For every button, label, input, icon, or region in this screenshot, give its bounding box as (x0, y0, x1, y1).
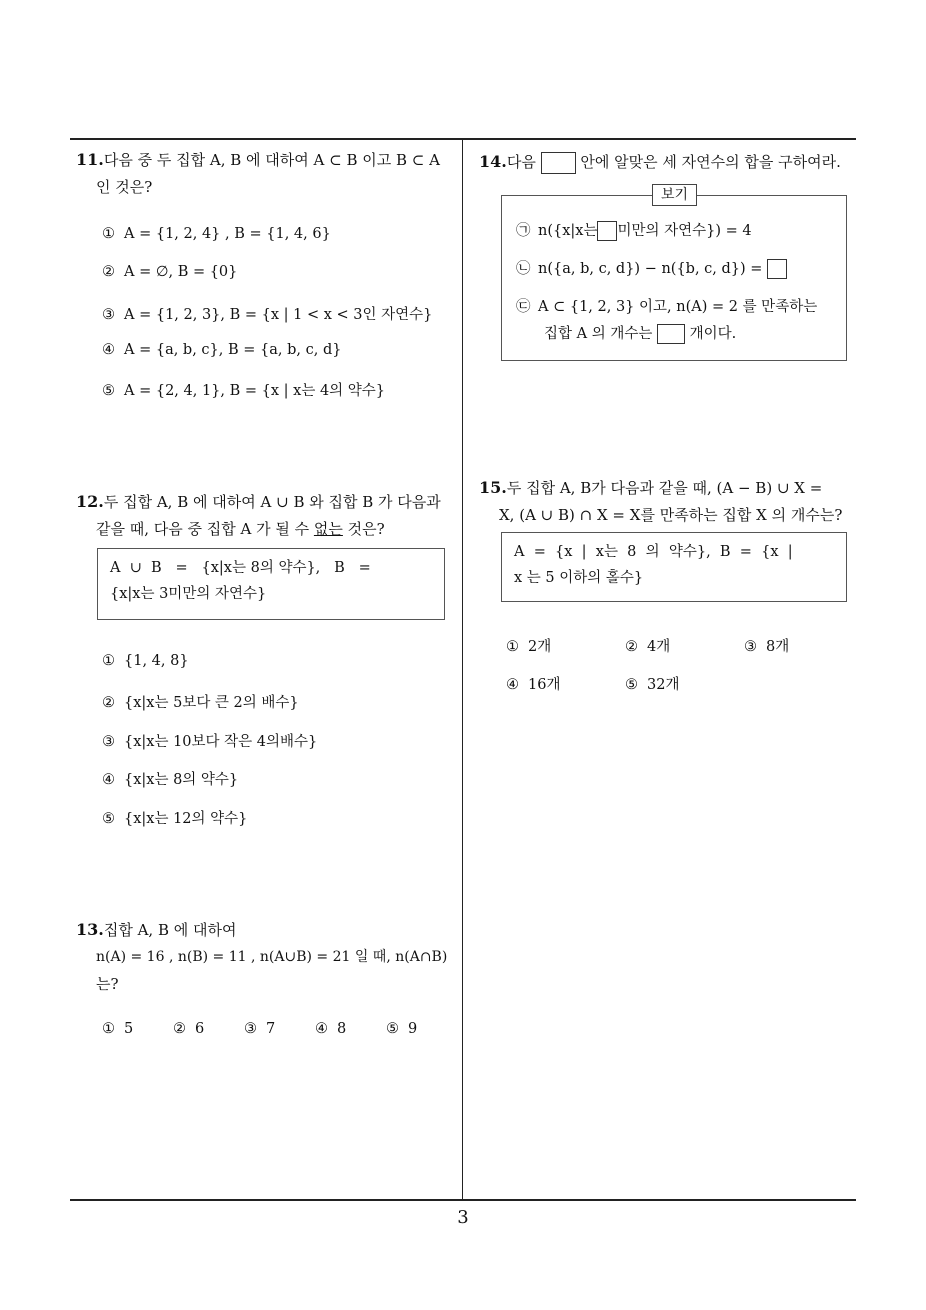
q13-option-4[interactable] (315, 1021, 386, 1037)
option-mark: ① (102, 226, 115, 242)
option-text: 16개 (528, 677, 561, 693)
option-mark: ③ (744, 639, 757, 655)
option-text: A = ∅, B = {0} (124, 264, 238, 280)
q13-option-2[interactable] (173, 1021, 244, 1037)
q15-option-1[interactable] (506, 635, 551, 656)
stem-text: 다음 (506, 153, 536, 171)
question-11-stem-line1: 다음 중 두 집합 A, B 에 대하여 A ⊂ B 이고 B ⊂ A (103, 151, 440, 169)
option-mark: ③ (102, 307, 115, 323)
option-mark: ④ (315, 1021, 328, 1037)
question-13 (76, 916, 458, 998)
question-13-stem-line2: n(A) = 16 , n(B) = 11 , n(A∪B) = 21 일 때, n(A∩B) (96, 949, 448, 965)
question-11-stem (76, 146, 458, 174)
q11-option-5[interactable] (102, 379, 385, 400)
option-mark: ① (102, 653, 115, 669)
question-11-number: 11. (76, 150, 104, 169)
q12-option-2[interactable] (102, 691, 299, 712)
q11-option-2[interactable] (102, 264, 237, 280)
option-text: 5 (124, 1021, 134, 1037)
option-mark: ① (506, 639, 519, 655)
question-14-bogi-box (501, 195, 847, 361)
option-text: 7 (266, 1021, 276, 1037)
option-text: 32개 (647, 677, 680, 693)
option-mark: ③ (244, 1021, 257, 1037)
answer-blank (541, 152, 576, 174)
question-11-stem-line2: 인 것은? (96, 178, 153, 196)
option-text: {1, 4, 8} (124, 653, 189, 669)
top-rule (70, 138, 856, 140)
option-mark: ④ (102, 342, 115, 358)
q12-option-3[interactable] (102, 730, 317, 751)
question-12-condition-box (97, 548, 445, 620)
q12-option-5[interactable] (102, 807, 247, 828)
condition-line1: A ∪ B = {x|x는 8의 약수}, B = (110, 560, 371, 576)
question-12 (76, 488, 458, 543)
option-text: 8 (337, 1021, 347, 1037)
bogi-item-3 (516, 294, 832, 348)
q15-option-5[interactable] (625, 673, 679, 694)
item-mark: ㉡ (516, 261, 531, 277)
option-text: 2개 (528, 639, 552, 655)
item-mark: ㉠ (516, 223, 531, 239)
option-mark: ③ (102, 734, 115, 750)
question-14 (479, 148, 859, 176)
question-12-stem-line1: 두 집합 A, B 에 대하여 A ∪ B 와 집합 B 가 다음과 (103, 493, 441, 511)
question-12-number: 12. (76, 492, 104, 511)
item-mark: ㉢ (516, 299, 531, 315)
item-text: n({a, b, c, d}) − n({b, c, d}) = (538, 261, 763, 277)
item-text: 미만의 자연수}) = 4 (617, 223, 752, 239)
option-text: 4개 (647, 639, 671, 655)
stem-text: 것은? (342, 520, 385, 538)
option-mark: ⑤ (625, 677, 638, 693)
page-number: 3 (457, 1207, 469, 1228)
q11-option-4[interactable] (102, 342, 341, 358)
q11-option-1[interactable] (102, 226, 331, 242)
q12-option-1[interactable] (102, 653, 189, 669)
q13-option-1[interactable] (102, 1021, 173, 1037)
condition-line1: A = {x | x는 8 의 약수}, B = {x | (514, 544, 793, 560)
condition-line2: {x|x는 3미만의 자연수} (110, 586, 267, 602)
option-mark: ① (102, 1021, 115, 1037)
question-13-stem-line1: 집합 A, B 에 대하여 (103, 921, 237, 939)
condition-line2: x 는 5 이하의 홀수} (514, 570, 644, 586)
option-text: {x|x는 8의 약수} (124, 772, 239, 788)
option-text: 6 (195, 1021, 205, 1037)
stem-text: 같을 때, 다음 중 집합 A 가 될 수 (96, 520, 314, 538)
q13-options (102, 1021, 457, 1037)
question-15-stem-line2: X, (A ∪ B) ∩ X = X를 만족하는 집합 X 의 개수는? (499, 506, 843, 524)
option-text: 9 (408, 1021, 418, 1037)
question-15-number: 15. (479, 478, 507, 497)
option-text: {x|x는 5보다 큰 2의 배수} (124, 695, 299, 711)
item-text: 집합 A 의 개수는 (544, 326, 653, 342)
question-15-stem-line1: 두 집합 A, B가 다음과 같을 때, (A − B) ∪ X = (506, 479, 823, 497)
bogi-label: 보기 (652, 184, 697, 206)
q13-option-5[interactable] (386, 1021, 457, 1037)
q15-option-4[interactable] (506, 673, 560, 694)
question-14-number: 14. (479, 152, 507, 171)
item-text: A ⊂ {1, 2, 3} 이고, n(A) = 2 를 만족하는 (538, 299, 818, 315)
answer-blank (597, 221, 617, 241)
question-13-number: 13. (76, 920, 104, 939)
option-text: A = {2, 4, 1}, B = {x | x는 4의 약수} (124, 383, 386, 399)
item-text: n({x|x는 (538, 223, 598, 239)
option-mark: ⑤ (102, 811, 115, 827)
option-mark: ④ (102, 772, 115, 788)
bottom-rule (70, 1199, 856, 1201)
q13-option-3[interactable] (244, 1021, 315, 1037)
bogi-item-2 (516, 256, 832, 283)
q11-option-3[interactable] (102, 303, 432, 324)
option-mark: ② (102, 695, 115, 711)
q15-option-2[interactable] (625, 635, 670, 656)
column-divider (462, 139, 463, 1200)
option-mark: ② (173, 1021, 186, 1037)
option-mark: ② (102, 264, 115, 280)
question-13-stem-line3: 는? (96, 975, 119, 993)
stem-text: 안에 알맞은 세 자연수의 합을 구하여라. (580, 153, 841, 171)
option-text: A = {1, 2, 3}, B = {x | 1 < x < 3인 자연수} (124, 307, 433, 323)
q12-option-4[interactable] (102, 768, 238, 789)
option-mark: ② (625, 639, 638, 655)
option-text: 8개 (766, 639, 790, 655)
answer-blank (657, 324, 685, 344)
question-15 (479, 474, 859, 529)
option-text: A = {a, b, c}, B = {a, b, c, d} (124, 342, 342, 358)
question-12-stem-line2 (76, 516, 458, 543)
bogi-item-1 (516, 218, 832, 245)
option-mark: ⑤ (102, 383, 115, 399)
option-text: A = {1, 2, 4} , B = {1, 4, 6} (124, 226, 331, 242)
option-text: {x|x는 12의 약수} (124, 811, 248, 827)
answer-blank (767, 259, 787, 279)
question-11 (76, 146, 458, 201)
option-mark: ⑤ (386, 1021, 399, 1037)
q15-option-3[interactable] (744, 635, 789, 656)
option-mark: ④ (506, 677, 519, 693)
option-text: {x|x는 10보다 작은 4의배수} (124, 734, 318, 750)
stem-underlined-text: 없는 (313, 520, 343, 538)
item-text: 개이다. (689, 326, 737, 342)
question-15-condition-box (501, 532, 847, 602)
